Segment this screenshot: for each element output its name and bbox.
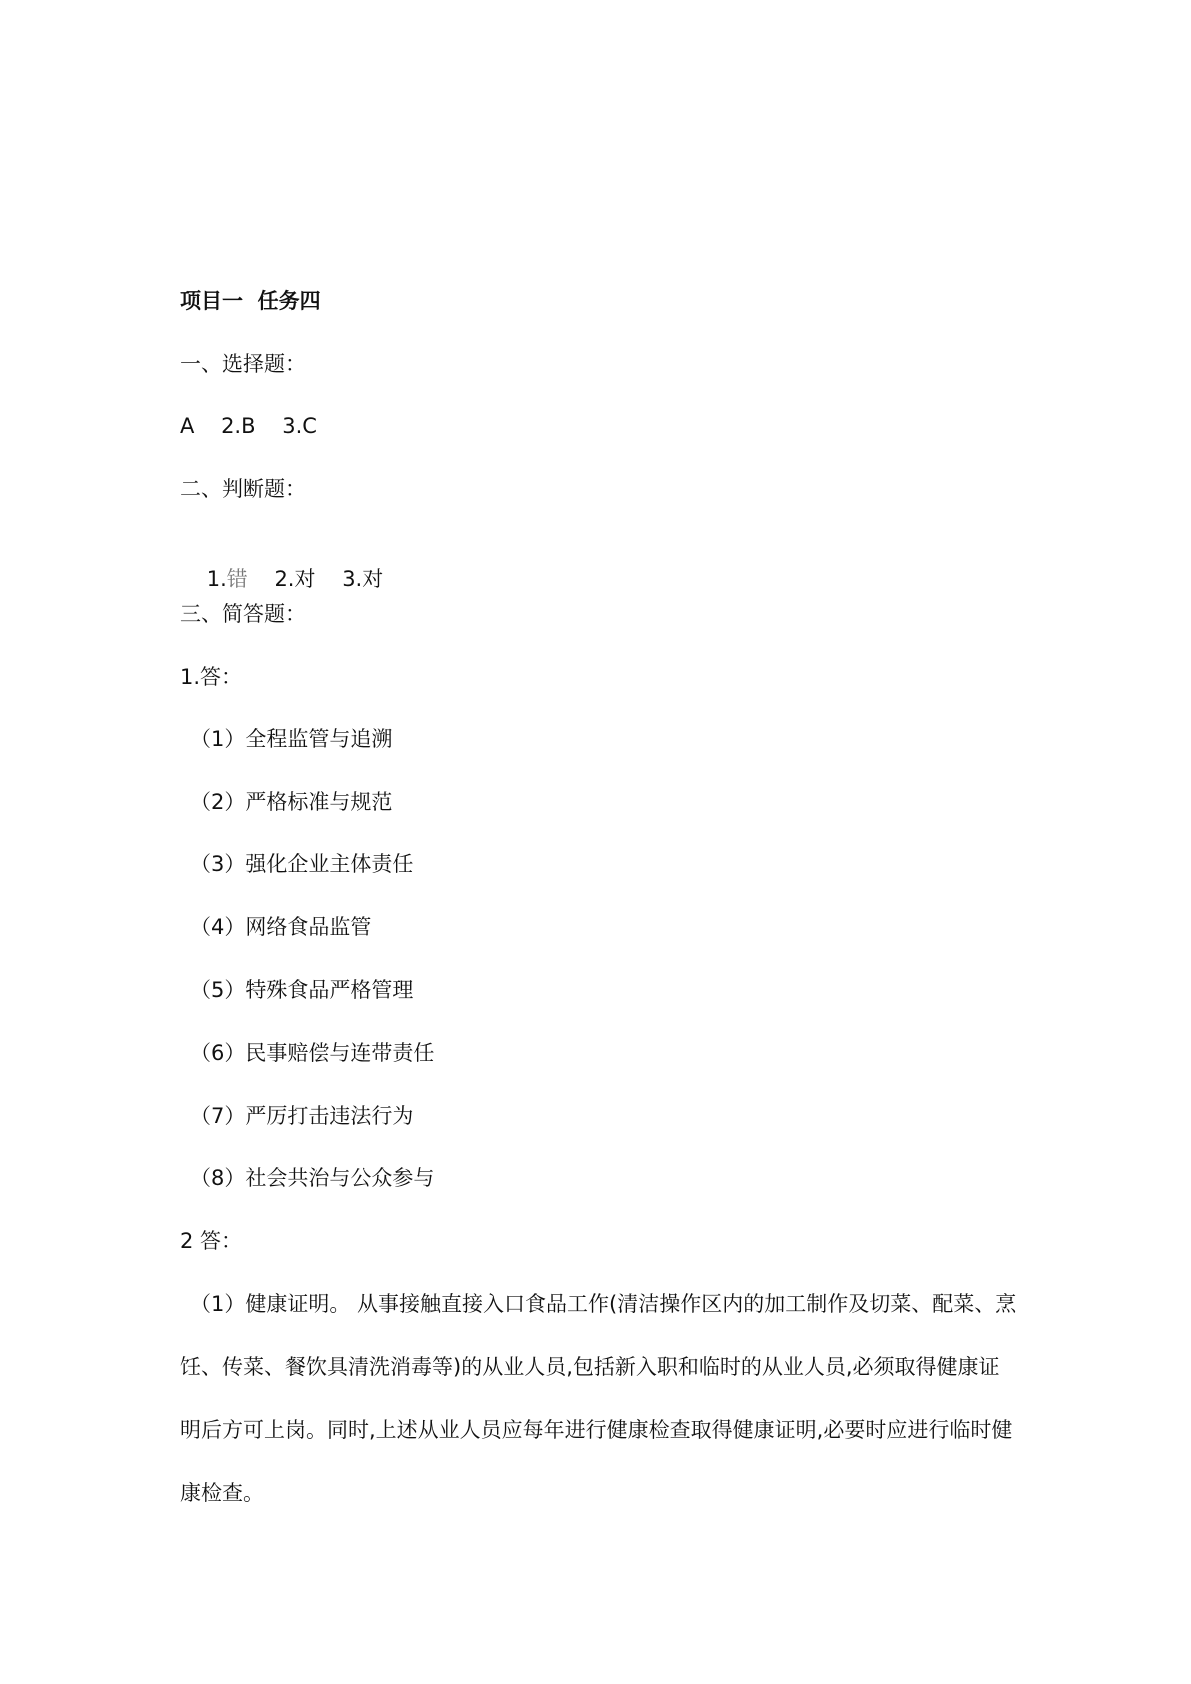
q1-item-3: （3）强化企业主体责任 — [190, 852, 414, 876]
document-title: 项目一 任务四 — [180, 289, 321, 313]
q1-item-1: （1）全程监管与追溯 — [190, 727, 393, 751]
q1-item-2: （2）严格标准与规范 — [190, 790, 393, 814]
q1-item-8: （8）社会共治与公众参与 — [190, 1166, 435, 1190]
q1-item-5: （5）特殊食品严格管理 — [190, 978, 414, 1002]
choice-answers: A 2.B 3.C — [180, 414, 317, 438]
question-1-label: 1.答： — [180, 665, 243, 689]
section-judgment-heading: 二、判断题： — [180, 477, 306, 501]
question-2-label: 2 答： — [180, 1229, 243, 1253]
question-2-paragraph: （1）健康证明。 从事接触直接入口食品工作(清洁操作区内的加工制作及切菜、配菜、烹饪、传菜、餐饮具清洗消毒等)的从业人员,包括新入职和临时的从业人员,必须取得健康证明后方可上岗。同时,上述从业人员应每年进行健康检查取得健康证明,必要时应进行临时健康检查。 — [180, 1292, 1017, 1505]
section-short-answer-heading: 三、简答题： — [180, 602, 306, 626]
q1-item-7: （7）严厉打击违法行为 — [190, 1104, 414, 1128]
judgment-answer-1-prefix: 1. — [206, 567, 227, 591]
q1-item-6: （6）民事赔偿与连带责任 — [190, 1041, 435, 1065]
q1-item-4: （4）网络食品监管 — [190, 915, 372, 939]
judgment-answer-1-mark: 错 — [226, 567, 248, 591]
section-choice-heading: 一、选择题： — [180, 352, 306, 376]
judgment-answer-rest: 2.对 3.对 — [247, 567, 384, 591]
